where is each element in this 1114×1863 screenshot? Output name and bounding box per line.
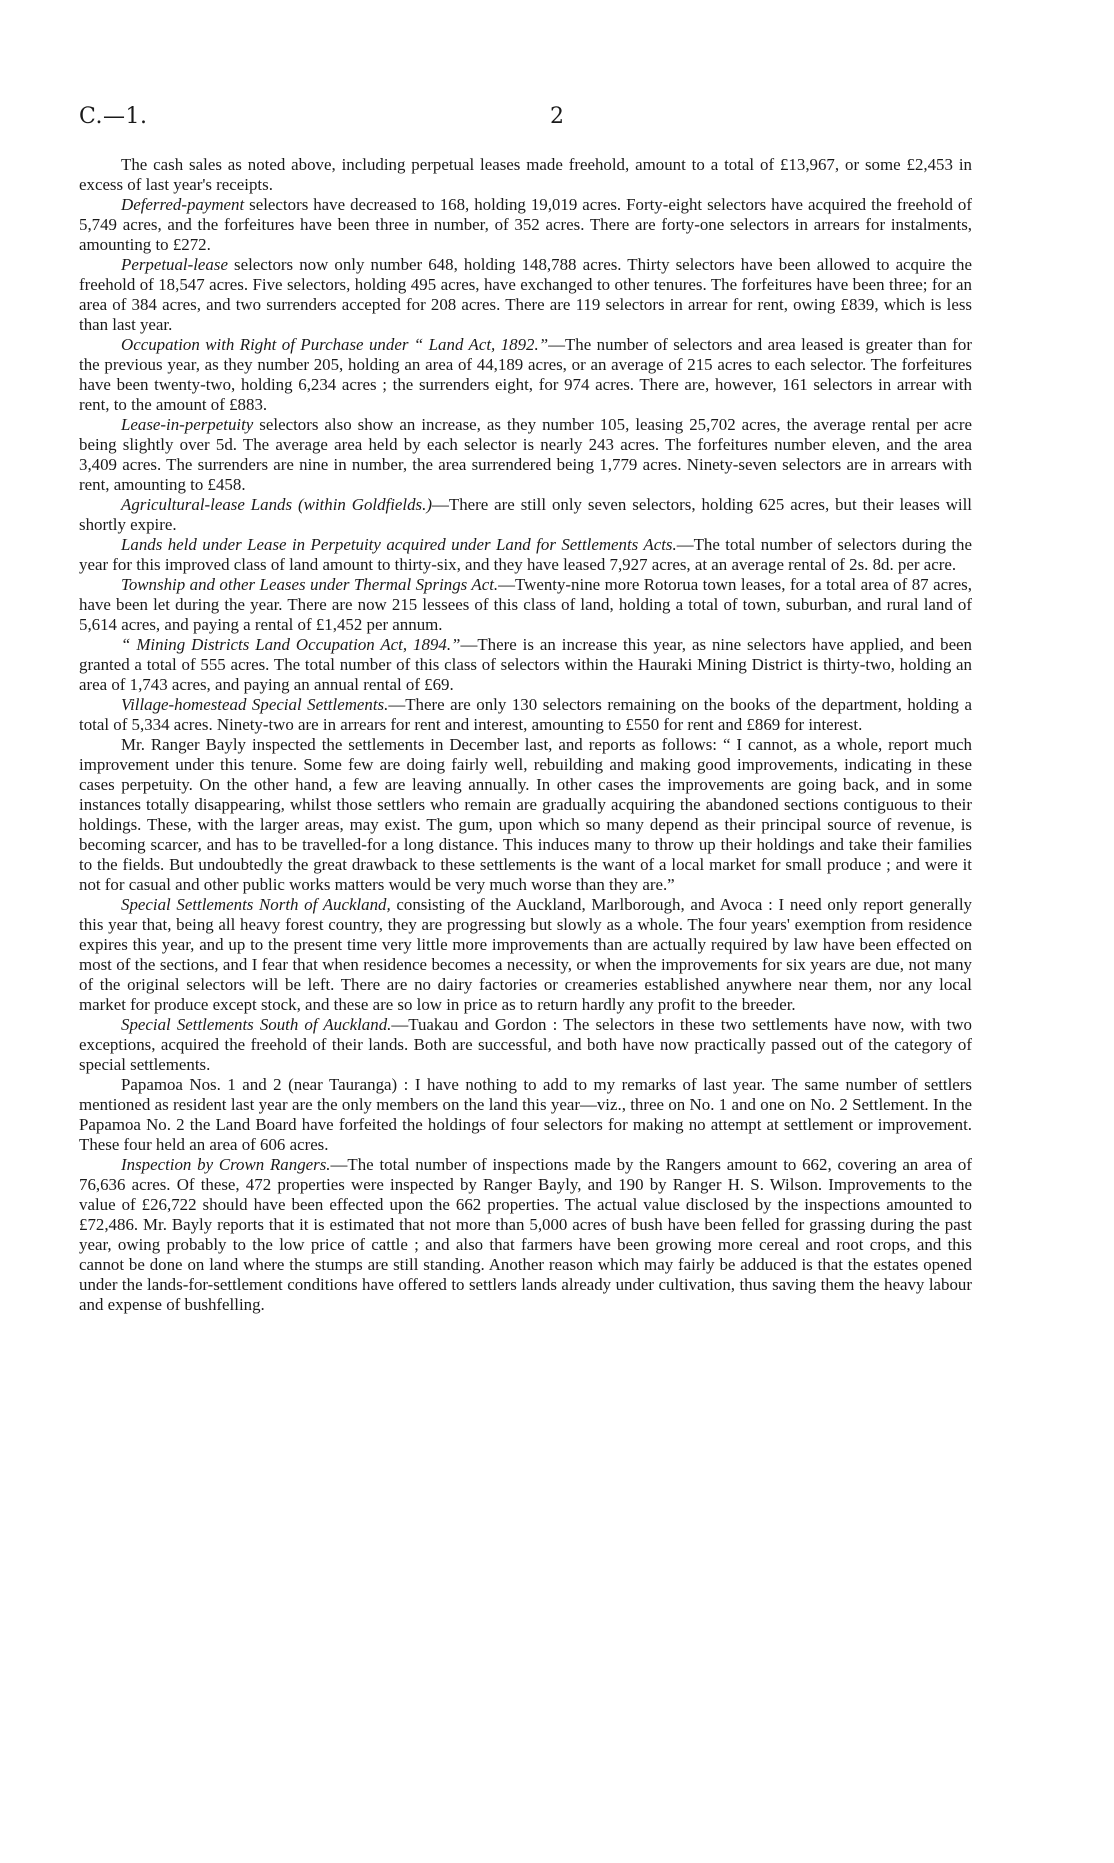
paragraph-text: consisting of the Auckland, Marlborough, and Avoca : I need only report generally this year that, being all heavy forest country, they are progressing but slowly as a whole. The four years' exemption from residence expires this year, and up to the present time very little more improvements than are actually required by law have been effected on most of the sections, and I fear that when residence becomes a necessity, or when the improvements for six years are due, not many of the original selectors will be left. There are no dairy factories or creameries established anywhere near them, nor any local market for produce except stock, and these are so low in price as to return hardly any profit to the breeder.: [79, 895, 972, 1014]
paragraph: [79, 735, 972, 895]
paragraph-heading: Lease-in-perpetuity: [121, 415, 254, 434]
paragraph-text: —There is an increase this year, as nine selectors have applied, and been granted a total of 555 acres. The total number of this class of selectors within the Hauraki Mining District is thirty-two, holding an area of 1,743 acres, and paying an annual rental of £69.: [79, 635, 973, 694]
paragraph: [79, 635, 972, 695]
paragraph-text: Papamoa Nos. 1 and 2 (near Tauranga) : I have nothing to add to my remarks of last year. The same number of settlers mentioned as resident last year are the only members on the land this year—viz., three on No. 1 and one on No. 2 Settlement. In the Papamoa No. 2 the Land Board have forfeited the holdings of four selectors for making no attempt at settlement or improvement. These four held an area of 606 acres.: [79, 1075, 972, 1154]
page-number: 2: [550, 104, 564, 129]
paragraph: [79, 195, 972, 255]
paragraph-text: —Tuakau and Gordon : The selectors in these two settlements have now, with two exceptions, acquired the freehold of their lands. Both are successful, and both have now practically passed out of the category of special settlements.: [79, 1015, 972, 1074]
paragraph-heading: Lands held under Lease in Perpetuity acquired under Land for Settlements Acts.: [121, 535, 677, 554]
paragraph: [79, 695, 972, 735]
paragraph: [79, 1155, 972, 1315]
paragraph-text: —The number of selectors and area leased is greater than for the previous year, as they number 205, holding an area of 44,189 acres, or an average of 215 acres to each selector. The forfeitures have been twenty-two, holding 6,234 acres ; the surrenders eight, for 974 acres. There are, however, 161 selectors in arrear with rent, to the amount of £883.: [79, 335, 972, 414]
paragraph-heading: Special Settlements North of Auckland,: [121, 895, 391, 914]
paragraph-heading: “ Mining Districts Land Occupation Act, 1894.”: [121, 635, 461, 654]
paragraph-text: —The total number of selectors during the year for this improved class of land amount to thirty-six, and they have leased 7,927 acres, at an average rental of 2s. 8d. per acre.: [79, 535, 972, 574]
paragraph-heading: Occupation with Right of Purchase under “ Land Act, 1892.”: [121, 335, 549, 354]
paragraph-text: Mr. Ranger Bayly inspected the settlements in December last, and reports as follows: “ I cannot, as a whole, report much improvement under this tenure. Some few are doing fairly well, rebuilding and making good improvements, indicating in these cases perpetuity. On the other hand, a few are leaving annually. In other cases the improvements are going back, and in some instances totally disappearing, whilst those settlers who remain are gradually acquiring the abandoned sections contiguous to their holdings. These, with the larger areas, may exist. The gum, upon which so many depend as their principal source of revenue, is becoming scarcer, and has to be travelled-for a long distance. This induces many to throw up their holdings and take their families to the fields. But undoubtedly the great drawback to these settlements is the want of a local market for small produce ; and were it not for casual and other public works matters would be very much worse than they are.”: [79, 735, 972, 894]
paragraph: [79, 155, 972, 195]
paragraph-heading: Township and other Leases under Thermal Springs Act.: [121, 575, 499, 594]
paragraph-text: —Twenty-nine more Rotorua town leases, for a total area of 87 acres, have been let during the year. There are now 215 lessees of this class of land, holding a total of town, suburban, and rural land of 5,614 acres, and paying a rental of £1,452 per annum.: [79, 575, 972, 634]
paragraph-heading: Perpetual-lease: [121, 255, 228, 274]
paragraph-heading: Agricultural-lease Lands (within Goldfields.): [121, 495, 432, 514]
document-code: C.—1.: [79, 104, 148, 129]
paragraph: [79, 495, 972, 535]
paragraph: [79, 895, 972, 1015]
paragraph-text: —There are still only seven selectors, holding 625 acres, but their leases will shortly expire.: [79, 495, 972, 534]
paragraph-text: selectors also show an increase, as they number 105, leasing 25,702 acres, the average rental per acre being slightly over 5d. The average area held by each selector is nearly 243 acres. The forfeitures number eleven, and the area 3,409 acres. The surrenders are nine in number, the area surrendered being 1,779 acres. Ninety-seven selectors are in arrears with rent, amounting to £458.: [79, 415, 972, 494]
paragraph: [79, 575, 972, 635]
paragraph-heading: Special Settlements South of Auckland.: [121, 1015, 392, 1034]
paragraph: [79, 335, 972, 415]
body-text: [79, 155, 972, 1315]
page-header: [79, 104, 1035, 134]
paragraph: [79, 415, 972, 495]
paragraph-text: —There are only 130 selectors remaining on the books of the department, holding a total of 5,334 acres. Ninety-two are in arrears for rent and interest, amounting to £550 for rent and £869 for interest.: [79, 695, 972, 734]
paragraph: [79, 255, 972, 335]
paragraph-text: —The total number of inspections made by the Rangers amount to 662, covering an area of 76,636 acres. Of these, 472 properties were inspected by Ranger Bayly, and 190 by Ranger H. S. Wilson. Improvements to the value of £26,722 should have been effected upon the 662 properties. The actual value disclosed by the inspections amounted to £72,486. Mr. Bayly reports that it is estimated that not more than 5,000 acres of bush have been felled for grassing during the past year, owing probably to the low price of cattle ; and also that farmers have been growing more cereal and root crops, and this cannot be done on land where the stumps are still standing. Another reason which may fairly be adduced is that the estates opened under the lands-for-settlement conditions have offered to settlers lands already under cultivation, thus saving them the heavy labour and expense of bushfelling.: [79, 1155, 972, 1314]
paragraph-heading: Village-homestead Special Settlements.: [121, 695, 389, 714]
paragraph-text: The cash sales as noted above, including perpetual leases made freehold, amount to a total of £13,967, or some £2,453 in excess of last year's receipts.: [79, 155, 972, 194]
paragraph: [79, 535, 972, 575]
paragraph-heading: Deferred-payment: [121, 195, 245, 214]
paragraph: [79, 1075, 972, 1155]
paragraph: [79, 1015, 972, 1075]
paragraph-text: selectors now only number 648, holding 148,788 acres. Thirty selectors have been allowed to acquire the freehold of 18,547 acres. Five selectors, holding 495 acres, have exchanged to other tenures. The forfeitures have been three; for an area of 384 acres, and two surrenders accepted for 208 acres. There are 119 selectors in arrear for rent, owing £839, which is less than last year.: [79, 255, 972, 334]
paragraph-heading: Inspection by Crown Rangers.: [121, 1155, 331, 1174]
paragraph-text: selectors have decreased to 168, holding 19,019 acres. Forty-eight selectors have acquired the freehold of 5,749 acres, and the forfeitures have been three in number, of 352 acres. There are forty-one selectors in arrears for instalments, amounting to £272.: [79, 195, 972, 254]
